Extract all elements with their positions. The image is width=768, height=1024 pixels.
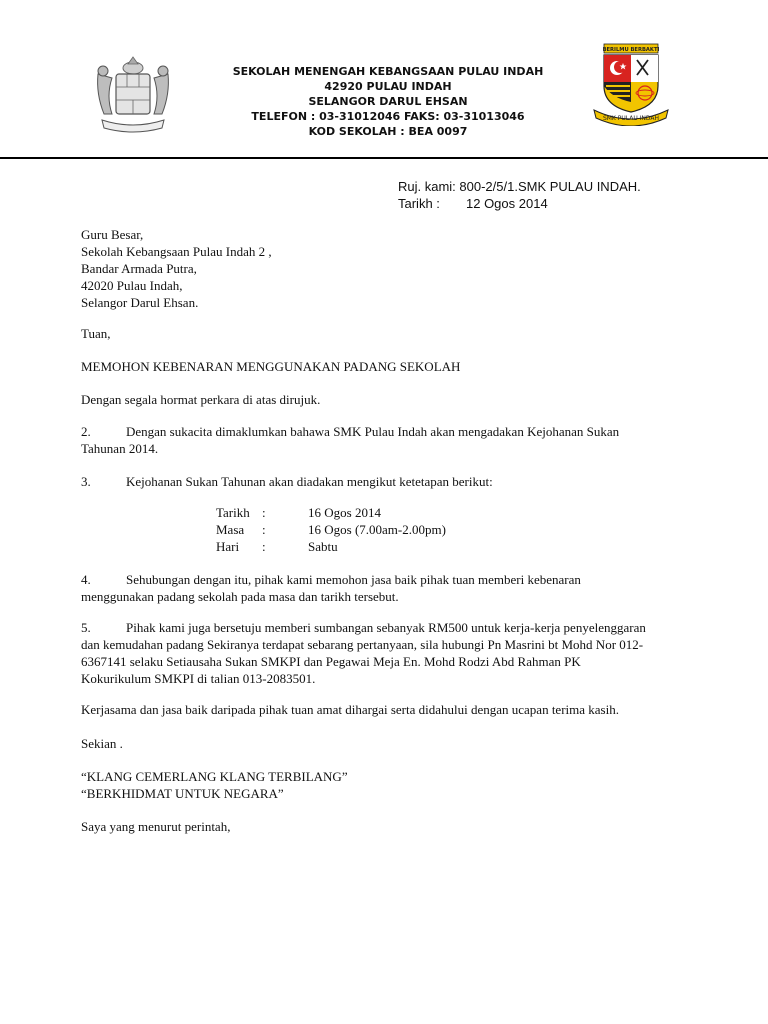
school-code: KOD SEKOLAH : BEA 0097 (308, 125, 468, 138)
paragraph-5 (81, 619, 681, 687)
salutation: Tuan, (81, 326, 111, 341)
school-postcode: 42920 PULAU INDAH (324, 80, 452, 93)
recipient-line: Selangor Darul Ehsan. (81, 295, 199, 310)
crest-name-text: SMK PULAU INDAH (602, 115, 660, 122)
letterhead (0, 0, 768, 160)
header-divider (0, 157, 768, 159)
paragraph-3 (81, 473, 681, 490)
date-label: Tarikh : (398, 196, 440, 211)
closing-paragraph: Kerjasama dan jasa baik daripada pihak tuan amat dihargai serta didahului dengan ucapan terima kasih. (81, 702, 619, 717)
paragraph-number: 3. (81, 474, 91, 489)
paragraph-text: 6367141 selaku Setiausaha Sukan SMKPI dan Pegawai Meja En. Mohd Rodzi Abd Rahman PK (81, 654, 581, 669)
recipient-line: 42020 Pulau Indah, (81, 278, 183, 293)
crest-motto-text: BERILMU BERBAKTI (602, 47, 660, 53)
paragraph-text: Kokurikulum SMKPI di talian 013-2083501. (81, 671, 316, 686)
detail-colon: : (262, 539, 266, 554)
intro-paragraph: Dengan segala hormat perkara di atas dirujuk. (81, 392, 321, 407)
reference-number: Ruj. kami: 800-2/5/1.SMK PULAU INDAH. (398, 179, 641, 194)
detail-colon: : (262, 522, 266, 537)
detail-label: Masa (216, 522, 245, 537)
paragraph-text: dan kemudahan padang Sekiranya terdapat sebarang pertanyaan, sila hubungi Pn Masrini bt Mohd Nor 012- (81, 637, 644, 652)
paragraph-2 (81, 423, 681, 457)
school-name: SEKOLAH MENENGAH KEBANGSAAN PULAU INDAH (232, 65, 544, 78)
detail-value: 16 Ogos (7.00am-2.00pm) (308, 522, 446, 537)
detail-value: 16 Ogos 2014 (308, 505, 381, 520)
paragraph-text: Dengan sukacita dimaklumkan bahawa SMK Pulau Indah akan mengadakan Kejohanan Sukan (126, 424, 620, 439)
paragraph-number: 2. (81, 424, 91, 439)
slogan-line: “KLANG CEMERLANG KLANG TERBILANG” (81, 769, 348, 784)
paragraph-text: Tahunan 2014. (81, 441, 159, 456)
school-crest-icon (590, 42, 672, 126)
paragraph-text: Kejohanan Sukan Tahunan akan diadakan mengikut ketetapan berikut: (126, 474, 493, 489)
paragraph-number: 5. (81, 620, 91, 635)
paragraph-text: Sehubungan dengan itu, pihak kami memohon jasa baik pihak tuan memberi kebenaran (126, 572, 581, 587)
slogan-block (81, 768, 681, 802)
school-phone-fax: TELEFON : 03-31012046 FAKS: 03-31013046 (251, 110, 525, 123)
detail-row (216, 504, 446, 521)
recipient-address (81, 226, 681, 311)
sekian-text: Sekian . (81, 736, 123, 751)
recipient-line: Sekolah Kebangsaan Pulau Indah 2 , (81, 244, 272, 259)
reference-date (398, 195, 641, 212)
reference-block (398, 178, 641, 212)
event-details (216, 504, 446, 555)
detail-row (216, 521, 446, 538)
detail-colon: : (262, 505, 266, 520)
paragraph-text: menggunakan padang sekolah pada masa dan tarikh tersebut. (81, 589, 399, 604)
letter-subject: MEMOHON KEBENARAN MENGGUNAKAN PADANG SEKOLAH (81, 359, 461, 374)
recipient-line: Guru Besar, (81, 227, 144, 242)
detail-label: Tarikh (216, 505, 250, 520)
slogan-line: “BERKHIDMAT UNTUK NEGARA” (81, 786, 284, 801)
detail-label: Hari (216, 539, 240, 554)
coat-of-arms-icon (92, 54, 174, 138)
paragraph-4 (81, 571, 681, 605)
signoff-text: Saya yang menurut perintah, (81, 819, 231, 834)
recipient-line: Bandar Armada Putra, (81, 261, 197, 276)
school-address-block (200, 64, 576, 139)
paragraph-number: 4. (81, 572, 91, 587)
detail-row (216, 538, 446, 555)
paragraph-text: Pihak kami juga bersetuju memberi sumbangan sebanyak RM500 untuk kerja-kerja penyelenggaran (126, 620, 646, 635)
date-value: 12 Ogos 2014 (466, 196, 548, 211)
school-state: SELANGOR DARUL EHSAN (308, 95, 468, 108)
detail-value: Sabtu (308, 539, 338, 554)
